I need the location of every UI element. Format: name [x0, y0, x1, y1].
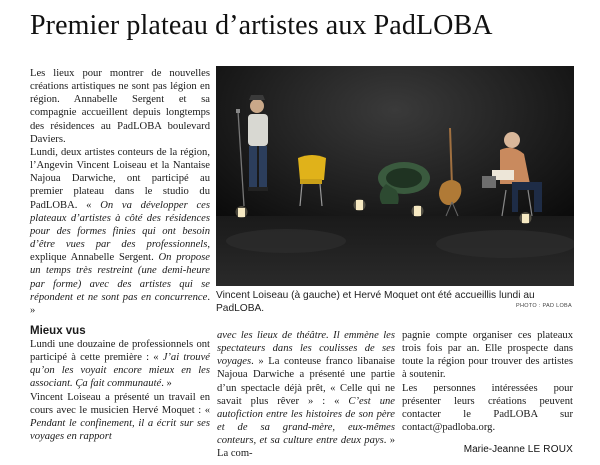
article-column-1-lower	[30, 324, 210, 443]
paragraph: Lundi, deux artistes conteurs de la région, l’Angevin Vincent Loiseau et la Nantaise Najoua Darwiche, ont participé au premier plateau dans le studio du PadLOBA. « On va développer ces plateaux d’artistes à côté des résidences pour des formes finies qui ont besoin d’être vues par des professionnels, explique Annabelle Sergent. On propose un temps très restreint (une demi-heure par forme) avec des artistes qui se répondent et ne sont pas en concurrence. »	[30, 146, 210, 316]
photo-credit: PHOTO : PAD LOBA	[516, 303, 572, 309]
stage-photo	[216, 66, 574, 286]
paragraph: Les personnes intéressées pour présenter leurs créations peuvent contacter le PadLOBA sur contact@padloba.org.	[402, 382, 573, 434]
author-first-name: Marie-Jeanne	[463, 444, 525, 455]
article-column-2	[217, 329, 395, 461]
paragraph: Vincent Loiseau a présenté un travail en cours avec le musicien Hervé Moquet : « Pendant le confinement, il a écrit sur ses voyages en rapport	[30, 391, 210, 443]
author-last-name: LE ROUX	[527, 444, 573, 455]
photo-caption: Vincent Loiseau (à gauche) et Hervé Moquet ont été accueillis lundi au PadLOBA.	[216, 290, 535, 314]
article-column-3	[402, 329, 573, 434]
intro-paragraph: Les lieux pour montrer de nouvelles créations artistiques ne sont pas légion en région. Annabelle Sergent et sa compagnie accueillent depuis longtemps des résidences au PadLOBA boulevard Daviers.	[30, 68, 210, 145]
headline: Premier plateau d’artistes aux PadLOBA	[30, 10, 493, 41]
paragraph: pagnie compte organiser ces plateaux trois fois par an. Elle prospecte dans toute la région pour trouver des artistes à soutenir.	[402, 330, 573, 381]
byline	[464, 444, 573, 455]
paragraph: Lundi une douzaine de professionnels ont participé à cette première : « J’ai trouvé qu’on les voyait encore mieux en les associant. Ça fait communauté. »	[30, 339, 211, 390]
article-column-1	[30, 67, 210, 317]
paragraph: avec les lieux de théâtre. Il emmène les spectateurs dans les coulisses de ses voyages. » La conteuse franco libanaise Najoua Darwiche a présenté une partie d’un spectacle déjà prêt, « Celle qui ne savait plus rêver » : « C’est une autofiction entre les histoires de son père et de sa grand-mère, eux-mêmes conteurs, et sa culture entre deux pays. » La com-	[217, 330, 396, 460]
subheading: Mieux vus	[30, 325, 86, 337]
stage-photo-illustration	[216, 66, 574, 286]
